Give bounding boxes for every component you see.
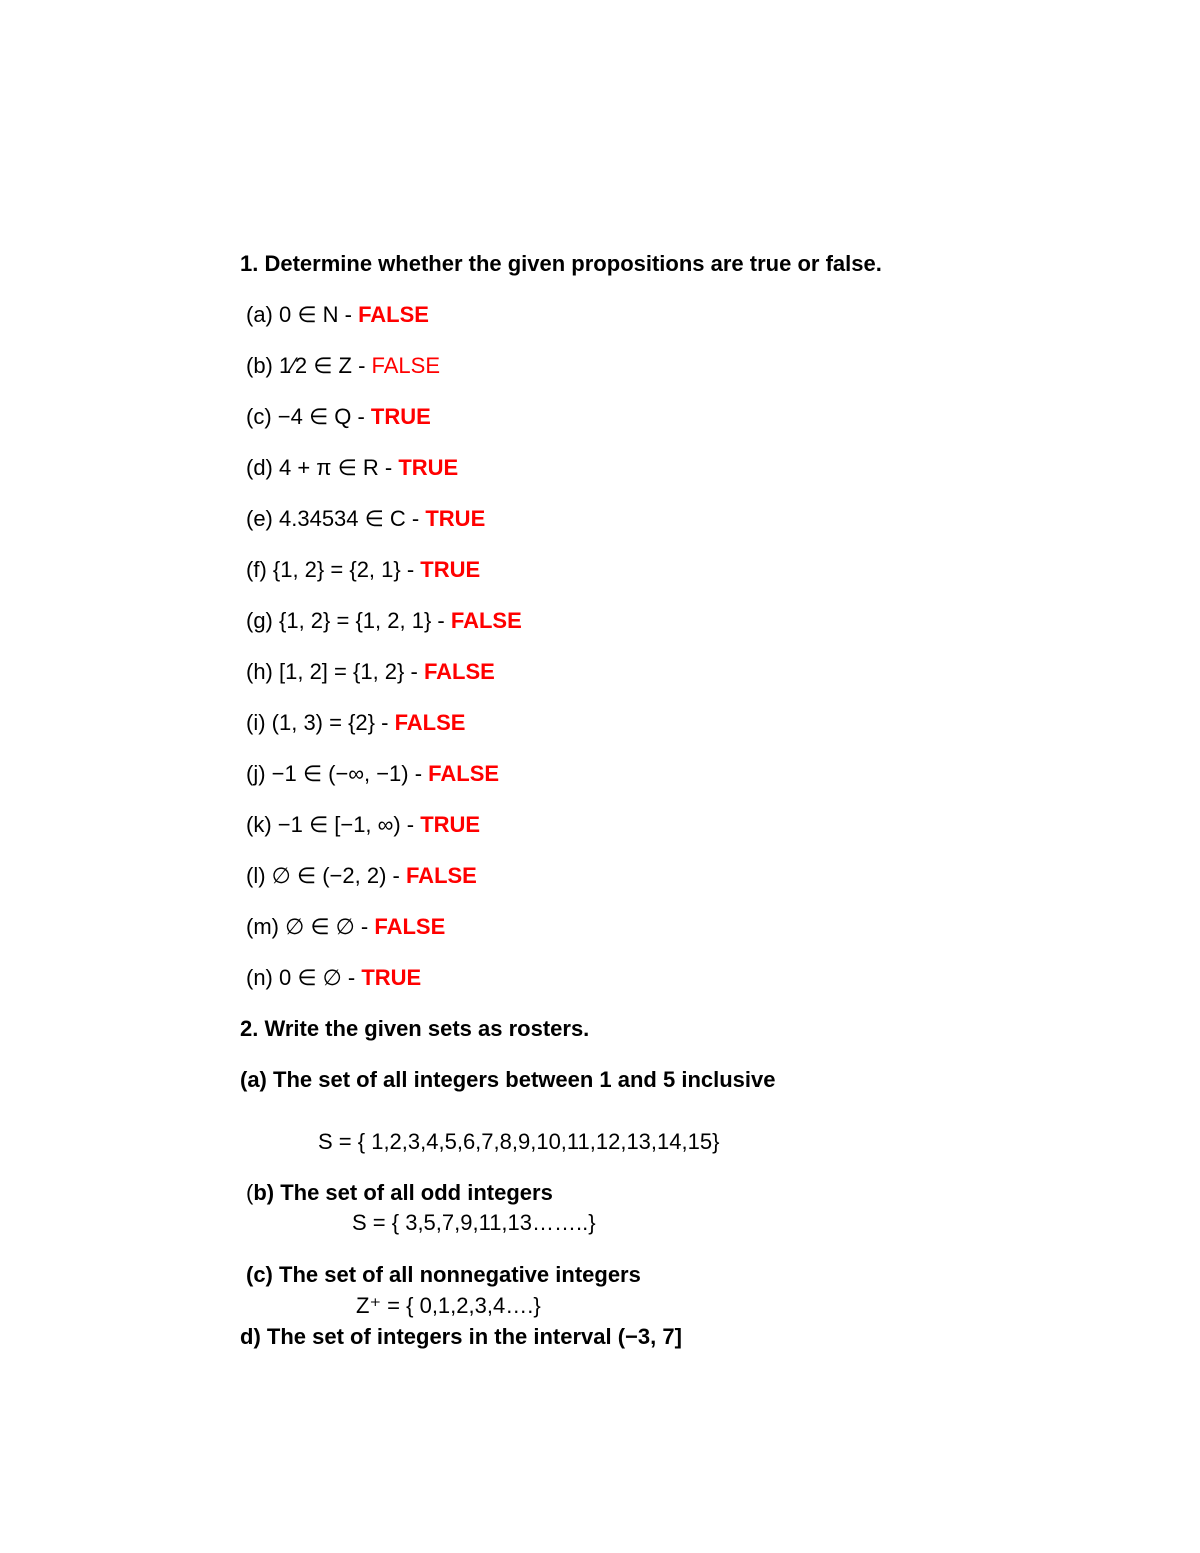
item-label: (g) {1, 2} = {1, 2, 1} - [246, 608, 451, 633]
q1-item-i [246, 710, 465, 736]
q2-a-heading: (a) The set of all integers between 1 and 5 inclusive [240, 1067, 776, 1092]
item-label: (a) 0 ∈ N - [246, 302, 359, 327]
q2-c-answer: Z⁺ = { 0,1,2,3,4….} [356, 1293, 541, 1318]
item-answer: TRUE [420, 557, 481, 582]
item-answer: FALSE [394, 710, 466, 735]
q1-item-n [246, 965, 421, 991]
item-answer: TRUE [398, 455, 459, 480]
item-label: (e) 4.34534 ∈ C - [246, 506, 426, 531]
q2-a-answer: S = { 1,2,3,4,5,6,7,8,9,10,11,12,13,14,15} [318, 1129, 720, 1154]
q2-b-heading: b) The set of all odd integers [253, 1180, 553, 1205]
q1-item-b [246, 353, 440, 379]
q1-item-g [246, 608, 522, 634]
item-label: (b) 1⁄2 ∈ Z - [246, 353, 372, 378]
item-answer: FALSE [423, 659, 495, 684]
item-label: (m) ∅ ∈ ∅ - [246, 914, 375, 939]
item-answer: FALSE [405, 863, 477, 888]
q1-item-e [246, 506, 485, 532]
q1-item-m [246, 914, 445, 940]
q2-b-answer: S = { 3,5,7,9,11,13……..} [352, 1210, 596, 1235]
item-label: (i) (1, 3) = {2} - [246, 710, 395, 735]
q2-c-heading: (c) The set of all nonnegative integers [246, 1262, 641, 1287]
item-label: (h) [1, 2] = {1, 2} - [246, 659, 424, 684]
q1-item-d [246, 455, 458, 481]
item-label: (c) −4 ∈ Q - [246, 404, 371, 429]
item-answer: TRUE [370, 404, 431, 429]
q1-item-k [246, 812, 480, 838]
q1-item-a [246, 302, 429, 328]
q2-title: 2. Write the given sets as rosters. [240, 1016, 590, 1041]
item-answer: TRUE [420, 812, 481, 837]
q1-item-c [246, 404, 431, 430]
item-label: (k) −1 ∈ [−1, ∞) - [246, 812, 421, 837]
q1-item-f [246, 557, 480, 583]
item-answer: TRUE [425, 506, 486, 531]
item-label: (l) ∅ ∈ (−2, 2) - [246, 863, 406, 888]
item-answer: FALSE [428, 761, 500, 786]
item-label: (d) 4 + π ∈ R - [246, 455, 399, 480]
q1-item-j [246, 761, 499, 787]
item-answer: TRUE [361, 965, 422, 990]
q2-b-open-paren: ( [246, 1180, 254, 1205]
item-label: (f) {1, 2} = {2, 1} - [246, 557, 421, 582]
q1-title: 1. Determine whether the given propositions are true or false. [240, 251, 882, 276]
item-answer: FALSE [450, 608, 522, 633]
q1-item-l [246, 863, 477, 889]
item-answer: FALSE [374, 914, 446, 939]
item-label: (j) −1 ∈ (−∞, −1) - [246, 761, 429, 786]
q2-b-heading-line [246, 1180, 553, 1206]
q2-d-heading: d) The set of integers in the interval (−3, 7] [240, 1324, 682, 1349]
item-answer: FALSE [358, 302, 429, 327]
item-answer: FALSE [371, 353, 441, 378]
q1-item-h [246, 659, 495, 685]
item-label: (n) 0 ∈ ∅ - [246, 965, 362, 990]
